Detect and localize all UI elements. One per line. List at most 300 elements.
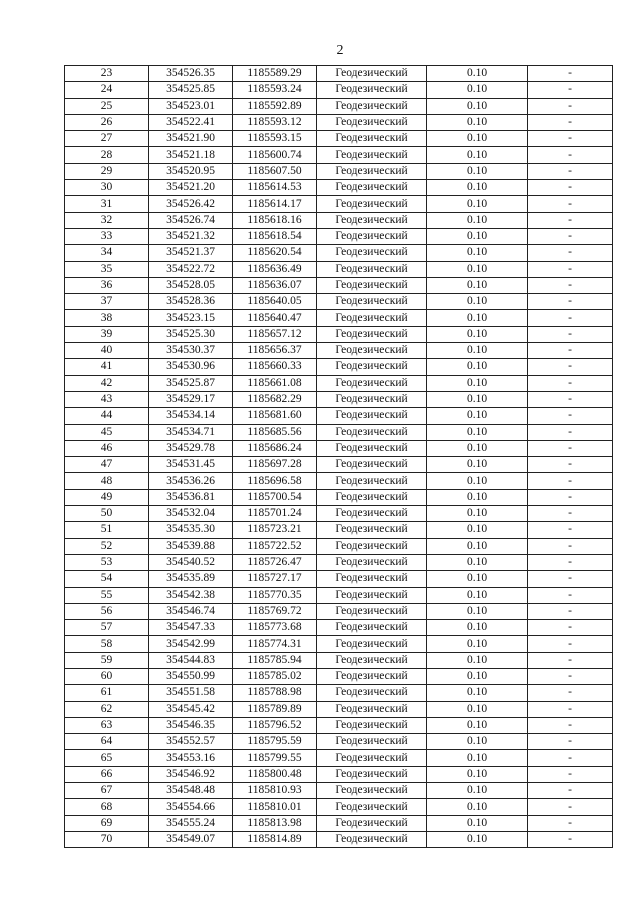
point-number-cell: 50 <box>65 506 149 522</box>
method-cell: Геодезический <box>317 196 427 212</box>
x-coordinate-cell: 354535.30 <box>149 522 233 538</box>
point-number-cell: 68 <box>65 799 149 815</box>
note-cell: - <box>528 98 613 114</box>
table-row <box>65 815 613 831</box>
note-cell: - <box>528 212 613 228</box>
x-coordinate-cell: 354536.81 <box>149 489 233 505</box>
method-cell: Геодезический <box>317 114 427 130</box>
note-cell: - <box>528 457 613 473</box>
x-coordinate-cell: 354529.17 <box>149 391 233 407</box>
accuracy-cell: 0.10 <box>427 261 528 277</box>
x-coordinate-cell: 354535.89 <box>149 571 233 587</box>
note-cell: - <box>528 717 613 733</box>
method-cell: Геодезический <box>317 668 427 684</box>
point-number-cell: 41 <box>65 359 149 375</box>
y-coordinate-cell: 1185796.52 <box>233 717 317 733</box>
y-coordinate-cell: 1185799.55 <box>233 750 317 766</box>
y-coordinate-cell: 1185700.54 <box>233 489 317 505</box>
table-row <box>65 522 613 538</box>
accuracy-cell: 0.10 <box>427 652 528 668</box>
x-coordinate-cell: 354554.66 <box>149 799 233 815</box>
table-row <box>65 783 613 799</box>
table-row <box>65 131 613 147</box>
accuracy-cell: 0.10 <box>427 131 528 147</box>
y-coordinate-cell: 1185789.89 <box>233 701 317 717</box>
note-cell: - <box>528 636 613 652</box>
note-cell: - <box>528 587 613 603</box>
table-row <box>65 603 613 619</box>
table-row <box>65 506 613 522</box>
accuracy-cell: 0.10 <box>427 636 528 652</box>
method-cell: Геодезический <box>317 212 427 228</box>
method-cell: Геодезический <box>317 82 427 98</box>
x-coordinate-cell: 354526.74 <box>149 212 233 228</box>
y-coordinate-cell: 1185600.74 <box>233 147 317 163</box>
y-coordinate-cell: 1185593.24 <box>233 82 317 98</box>
y-coordinate-cell: 1185640.05 <box>233 294 317 310</box>
point-number-cell: 40 <box>65 343 149 359</box>
table-row <box>65 652 613 668</box>
point-number-cell: 53 <box>65 554 149 570</box>
note-cell: - <box>528 489 613 505</box>
x-coordinate-cell: 354523.15 <box>149 310 233 326</box>
method-cell: Геодезический <box>317 375 427 391</box>
method-cell: Геодезический <box>317 506 427 522</box>
point-number-cell: 44 <box>65 408 149 424</box>
accuracy-cell: 0.10 <box>427 799 528 815</box>
note-cell: - <box>528 766 613 782</box>
table-row <box>65 473 613 489</box>
accuracy-cell: 0.10 <box>427 212 528 228</box>
note-cell: - <box>528 196 613 212</box>
x-coordinate-cell: 354552.57 <box>149 734 233 750</box>
method-cell: Геодезический <box>317 685 427 701</box>
coordinates-table <box>64 65 613 848</box>
x-coordinate-cell: 354546.35 <box>149 717 233 733</box>
x-coordinate-cell: 354532.04 <box>149 506 233 522</box>
note-cell: - <box>528 554 613 570</box>
x-coordinate-cell: 354522.41 <box>149 114 233 130</box>
method-cell: Геодезический <box>317 571 427 587</box>
table-row <box>65 294 613 310</box>
method-cell: Геодезический <box>317 750 427 766</box>
point-number-cell: 45 <box>65 424 149 440</box>
table-row <box>65 571 613 587</box>
table-row <box>65 82 613 98</box>
y-coordinate-cell: 1185701.24 <box>233 506 317 522</box>
table-row <box>65 685 613 701</box>
method-cell: Геодезический <box>317 831 427 847</box>
x-coordinate-cell: 354528.05 <box>149 277 233 293</box>
x-coordinate-cell: 354531.45 <box>149 457 233 473</box>
y-coordinate-cell: 1185593.12 <box>233 114 317 130</box>
y-coordinate-cell: 1185769.72 <box>233 603 317 619</box>
note-cell: - <box>528 652 613 668</box>
note-cell: - <box>528 783 613 799</box>
y-coordinate-cell: 1185788.98 <box>233 685 317 701</box>
table-row <box>65 734 613 750</box>
y-coordinate-cell: 1185723.21 <box>233 522 317 538</box>
y-coordinate-cell: 1185660.33 <box>233 359 317 375</box>
accuracy-cell: 0.10 <box>427 538 528 554</box>
note-cell: - <box>528 815 613 831</box>
note-cell: - <box>528 359 613 375</box>
y-coordinate-cell: 1185681.60 <box>233 408 317 424</box>
table-row <box>65 147 613 163</box>
table-row <box>65 717 613 733</box>
x-coordinate-cell: 354520.95 <box>149 163 233 179</box>
y-coordinate-cell: 1185813.98 <box>233 815 317 831</box>
method-cell: Геодезический <box>317 131 427 147</box>
note-cell: - <box>528 750 613 766</box>
note-cell: - <box>528 473 613 489</box>
note-cell: - <box>528 343 613 359</box>
table-row <box>65 457 613 473</box>
accuracy-cell: 0.10 <box>427 766 528 782</box>
table-row <box>65 343 613 359</box>
y-coordinate-cell: 1185607.50 <box>233 163 317 179</box>
table-row <box>65 799 613 815</box>
method-cell: Геодезический <box>317 98 427 114</box>
note-cell: - <box>528 701 613 717</box>
accuracy-cell: 0.10 <box>427 457 528 473</box>
x-coordinate-cell: 354536.26 <box>149 473 233 489</box>
y-coordinate-cell: 1185726.47 <box>233 554 317 570</box>
point-number-cell: 62 <box>65 701 149 717</box>
y-coordinate-cell: 1185785.02 <box>233 668 317 684</box>
y-coordinate-cell: 1185656.37 <box>233 343 317 359</box>
x-coordinate-cell: 354521.18 <box>149 147 233 163</box>
accuracy-cell: 0.10 <box>427 620 528 636</box>
accuracy-cell: 0.10 <box>427 163 528 179</box>
y-coordinate-cell: 1185770.35 <box>233 587 317 603</box>
x-coordinate-cell: 354544.83 <box>149 652 233 668</box>
accuracy-cell: 0.10 <box>427 587 528 603</box>
table-row <box>65 180 613 196</box>
note-cell: - <box>528 571 613 587</box>
y-coordinate-cell: 1185774.31 <box>233 636 317 652</box>
point-number-cell: 54 <box>65 571 149 587</box>
note-cell: - <box>528 245 613 261</box>
accuracy-cell: 0.10 <box>427 815 528 831</box>
y-coordinate-cell: 1185657.12 <box>233 326 317 342</box>
x-coordinate-cell: 354542.38 <box>149 587 233 603</box>
x-coordinate-cell: 354530.96 <box>149 359 233 375</box>
point-number-cell: 39 <box>65 326 149 342</box>
accuracy-cell: 0.10 <box>427 196 528 212</box>
table-row <box>65 310 613 326</box>
note-cell: - <box>528 440 613 456</box>
method-cell: Геодезический <box>317 815 427 831</box>
note-cell: - <box>528 506 613 522</box>
point-number-cell: 29 <box>65 163 149 179</box>
table-row <box>65 261 613 277</box>
x-coordinate-cell: 354521.20 <box>149 180 233 196</box>
point-number-cell: 48 <box>65 473 149 489</box>
method-cell: Геодезический <box>317 294 427 310</box>
accuracy-cell: 0.10 <box>427 277 528 293</box>
y-coordinate-cell: 1185722.52 <box>233 538 317 554</box>
method-cell: Геодезический <box>317 245 427 261</box>
x-coordinate-cell: 354555.24 <box>149 815 233 831</box>
accuracy-cell: 0.10 <box>427 668 528 684</box>
coordinates-table-body <box>65 66 613 848</box>
accuracy-cell: 0.10 <box>427 440 528 456</box>
method-cell: Геодезический <box>317 587 427 603</box>
x-coordinate-cell: 354525.87 <box>149 375 233 391</box>
point-number-cell: 64 <box>65 734 149 750</box>
y-coordinate-cell: 1185773.68 <box>233 620 317 636</box>
accuracy-cell: 0.10 <box>427 554 528 570</box>
accuracy-cell: 0.10 <box>427 114 528 130</box>
y-coordinate-cell: 1185661.08 <box>233 375 317 391</box>
accuracy-cell: 0.10 <box>427 245 528 261</box>
method-cell: Геодезический <box>317 522 427 538</box>
method-cell: Геодезический <box>317 66 427 82</box>
accuracy-cell: 0.10 <box>427 424 528 440</box>
table-row <box>65 359 613 375</box>
point-number-cell: 32 <box>65 212 149 228</box>
table-row <box>65 245 613 261</box>
y-coordinate-cell: 1185810.01 <box>233 799 317 815</box>
note-cell: - <box>528 734 613 750</box>
accuracy-cell: 0.10 <box>427 831 528 847</box>
method-cell: Геодезический <box>317 261 427 277</box>
x-coordinate-cell: 354521.32 <box>149 228 233 244</box>
table-row <box>65 212 613 228</box>
note-cell: - <box>528 326 613 342</box>
accuracy-cell: 0.10 <box>427 603 528 619</box>
note-cell: - <box>528 66 613 82</box>
accuracy-cell: 0.10 <box>427 522 528 538</box>
accuracy-cell: 0.10 <box>427 66 528 82</box>
table-row <box>65 538 613 554</box>
accuracy-cell: 0.10 <box>427 326 528 342</box>
table-row <box>65 66 613 82</box>
x-coordinate-cell: 354546.92 <box>149 766 233 782</box>
y-coordinate-cell: 1185592.89 <box>233 98 317 114</box>
note-cell: - <box>528 375 613 391</box>
note-cell: - <box>528 82 613 98</box>
page-number: 2 <box>336 43 344 58</box>
table-row <box>65 277 613 293</box>
accuracy-cell: 0.10 <box>427 571 528 587</box>
x-coordinate-cell: 354523.01 <box>149 98 233 114</box>
method-cell: Геодезический <box>317 359 427 375</box>
note-cell: - <box>528 163 613 179</box>
method-cell: Геодезический <box>317 277 427 293</box>
accuracy-cell: 0.10 <box>427 310 528 326</box>
method-cell: Геодезический <box>317 799 427 815</box>
method-cell: Геодезический <box>317 783 427 799</box>
y-coordinate-cell: 1185618.54 <box>233 228 317 244</box>
point-number-cell: 58 <box>65 636 149 652</box>
y-coordinate-cell: 1185682.29 <box>233 391 317 407</box>
y-coordinate-cell: 1185800.48 <box>233 766 317 782</box>
x-coordinate-cell: 354553.16 <box>149 750 233 766</box>
point-number-cell: 70 <box>65 831 149 847</box>
x-coordinate-cell: 354548.48 <box>149 783 233 799</box>
y-coordinate-cell: 1185685.56 <box>233 424 317 440</box>
accuracy-cell: 0.10 <box>427 685 528 701</box>
x-coordinate-cell: 354540.52 <box>149 554 233 570</box>
x-coordinate-cell: 354521.90 <box>149 131 233 147</box>
point-number-cell: 61 <box>65 685 149 701</box>
table-row <box>65 489 613 505</box>
table-row <box>65 620 613 636</box>
point-number-cell: 27 <box>65 131 149 147</box>
point-number-cell: 52 <box>65 538 149 554</box>
y-coordinate-cell: 1185785.94 <box>233 652 317 668</box>
note-cell: - <box>528 228 613 244</box>
note-cell: - <box>528 424 613 440</box>
note-cell: - <box>528 522 613 538</box>
accuracy-cell: 0.10 <box>427 717 528 733</box>
accuracy-cell: 0.10 <box>427 783 528 799</box>
point-number-cell: 28 <box>65 147 149 163</box>
table-row <box>65 326 613 342</box>
x-coordinate-cell: 354528.36 <box>149 294 233 310</box>
y-coordinate-cell: 1185810.93 <box>233 783 317 799</box>
point-number-cell: 38 <box>65 310 149 326</box>
method-cell: Геодезический <box>317 734 427 750</box>
note-cell: - <box>528 391 613 407</box>
y-coordinate-cell: 1185814.89 <box>233 831 317 847</box>
y-coordinate-cell: 1185636.49 <box>233 261 317 277</box>
point-number-cell: 69 <box>65 815 149 831</box>
point-number-cell: 55 <box>65 587 149 603</box>
x-coordinate-cell: 354546.74 <box>149 603 233 619</box>
table-row <box>65 391 613 407</box>
method-cell: Геодезический <box>317 766 427 782</box>
point-number-cell: 63 <box>65 717 149 733</box>
point-number-cell: 47 <box>65 457 149 473</box>
method-cell: Геодезический <box>317 620 427 636</box>
y-coordinate-cell: 1185618.16 <box>233 212 317 228</box>
note-cell: - <box>528 294 613 310</box>
y-coordinate-cell: 1185640.47 <box>233 310 317 326</box>
x-coordinate-cell: 354530.37 <box>149 343 233 359</box>
note-cell: - <box>528 799 613 815</box>
method-cell: Геодезический <box>317 310 427 326</box>
x-coordinate-cell: 354525.30 <box>149 326 233 342</box>
accuracy-cell: 0.10 <box>427 506 528 522</box>
method-cell: Геодезический <box>317 603 427 619</box>
point-number-cell: 35 <box>65 261 149 277</box>
note-cell: - <box>528 147 613 163</box>
x-coordinate-cell: 354521.37 <box>149 245 233 261</box>
method-cell: Геодезический <box>317 163 427 179</box>
table-row <box>65 701 613 717</box>
point-number-cell: 65 <box>65 750 149 766</box>
point-number-cell: 26 <box>65 114 149 130</box>
note-cell: - <box>528 831 613 847</box>
accuracy-cell: 0.10 <box>427 147 528 163</box>
y-coordinate-cell: 1185727.17 <box>233 571 317 587</box>
method-cell: Геодезический <box>317 391 427 407</box>
accuracy-cell: 0.10 <box>427 180 528 196</box>
x-coordinate-cell: 354542.99 <box>149 636 233 652</box>
note-cell: - <box>528 131 613 147</box>
point-number-cell: 59 <box>65 652 149 668</box>
y-coordinate-cell: 1185696.58 <box>233 473 317 489</box>
accuracy-cell: 0.10 <box>427 408 528 424</box>
y-coordinate-cell: 1185636.07 <box>233 277 317 293</box>
accuracy-cell: 0.10 <box>427 489 528 505</box>
accuracy-cell: 0.10 <box>427 473 528 489</box>
point-number-cell: 25 <box>65 98 149 114</box>
accuracy-cell: 0.10 <box>427 98 528 114</box>
note-cell: - <box>528 277 613 293</box>
x-coordinate-cell: 354529.78 <box>149 440 233 456</box>
x-coordinate-cell: 354534.71 <box>149 424 233 440</box>
table-row <box>65 98 613 114</box>
y-coordinate-cell: 1185593.15 <box>233 131 317 147</box>
accuracy-cell: 0.10 <box>427 228 528 244</box>
point-number-cell: 67 <box>65 783 149 799</box>
point-number-cell: 49 <box>65 489 149 505</box>
point-number-cell: 31 <box>65 196 149 212</box>
point-number-cell: 46 <box>65 440 149 456</box>
table-row <box>65 750 613 766</box>
y-coordinate-cell: 1185686.24 <box>233 440 317 456</box>
x-coordinate-cell: 354545.42 <box>149 701 233 717</box>
table-row <box>65 196 613 212</box>
table-row <box>65 636 613 652</box>
note-cell: - <box>528 668 613 684</box>
x-coordinate-cell: 354551.58 <box>149 685 233 701</box>
x-coordinate-cell: 354539.88 <box>149 538 233 554</box>
x-coordinate-cell: 354534.14 <box>149 408 233 424</box>
x-coordinate-cell: 354526.35 <box>149 66 233 82</box>
table-row <box>65 668 613 684</box>
method-cell: Геодезический <box>317 457 427 473</box>
table-row <box>65 375 613 391</box>
method-cell: Геодезический <box>317 538 427 554</box>
x-coordinate-cell: 354522.72 <box>149 261 233 277</box>
note-cell: - <box>528 310 613 326</box>
accuracy-cell: 0.10 <box>427 343 528 359</box>
method-cell: Геодезический <box>317 408 427 424</box>
method-cell: Геодезический <box>317 652 427 668</box>
point-number-cell: 24 <box>65 82 149 98</box>
y-coordinate-cell: 1185614.17 <box>233 196 317 212</box>
point-number-cell: 57 <box>65 620 149 636</box>
method-cell: Геодезический <box>317 147 427 163</box>
method-cell: Геодезический <box>317 717 427 733</box>
table-row <box>65 587 613 603</box>
point-number-cell: 33 <box>65 228 149 244</box>
method-cell: Геодезический <box>317 701 427 717</box>
table-row <box>65 424 613 440</box>
point-number-cell: 23 <box>65 66 149 82</box>
note-cell: - <box>528 620 613 636</box>
method-cell: Геодезический <box>317 228 427 244</box>
table-row <box>65 440 613 456</box>
accuracy-cell: 0.10 <box>427 294 528 310</box>
point-number-cell: 60 <box>65 668 149 684</box>
table-row <box>65 114 613 130</box>
method-cell: Геодезический <box>317 489 427 505</box>
method-cell: Геодезический <box>317 343 427 359</box>
x-coordinate-cell: 354547.33 <box>149 620 233 636</box>
table-row <box>65 766 613 782</box>
accuracy-cell: 0.10 <box>427 375 528 391</box>
note-cell: - <box>528 114 613 130</box>
accuracy-cell: 0.10 <box>427 734 528 750</box>
point-number-cell: 42 <box>65 375 149 391</box>
point-number-cell: 37 <box>65 294 149 310</box>
